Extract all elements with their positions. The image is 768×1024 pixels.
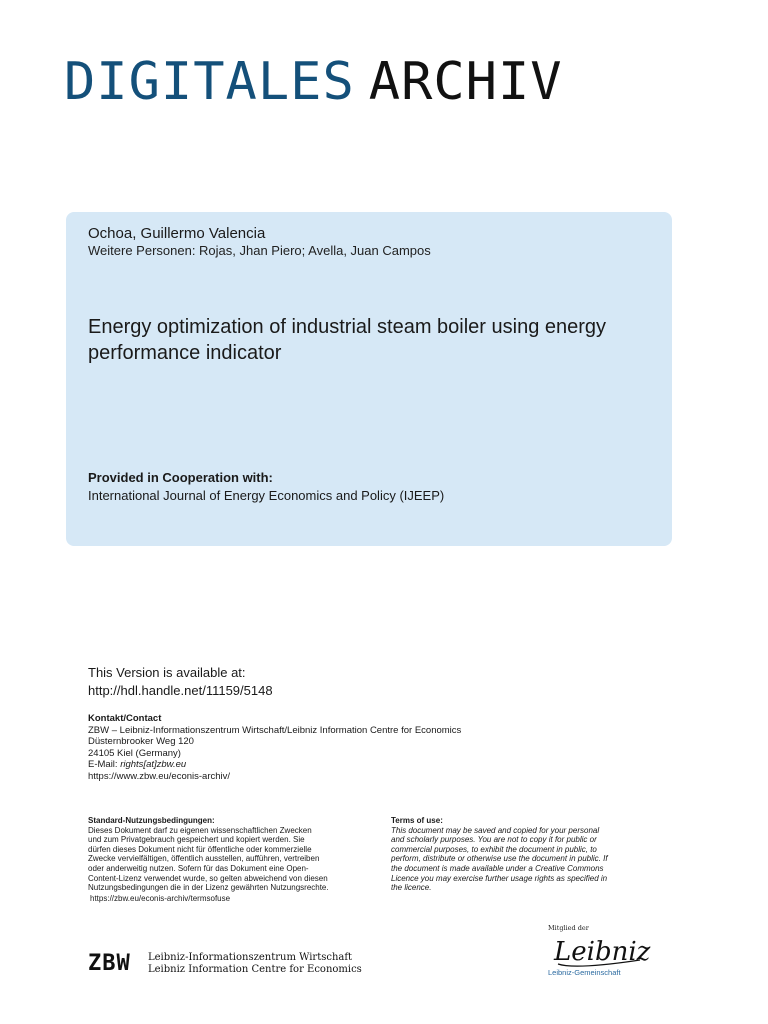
logo-word-archiv: ARCHIV bbox=[368, 52, 563, 112]
zbw-name-de: Leibniz-Informationszentrum Wirtschaft bbox=[148, 952, 353, 963]
email-label: E-Mail: bbox=[88, 759, 121, 771]
other-persons: Weitere Personen: Rojas, Jhan Piero; Avella, Juan Campos bbox=[88, 243, 431, 258]
terms-de-line: Zwecke vervielfältigen, öffentlich ausstellen, aufführen, vertreiben bbox=[88, 854, 320, 864]
leibniz-signature: Leibniz bbox=[554, 937, 651, 967]
terms-de-line: Dieses Dokument darf zu eigenen wissenschaftlichen Zwecken bbox=[88, 825, 312, 835]
terms-en-line: the document is made available under a Creative Commons bbox=[391, 863, 604, 873]
contact-city: 24105 Kiel (Germany) bbox=[88, 747, 181, 759]
digitales-archiv-logo bbox=[64, 52, 563, 112]
document-title: Energy optimization of industrial steam boiler using energy performance indicator bbox=[88, 316, 607, 364]
cooperation-body: International Journal of Energy Economics and Policy (IJEEP) bbox=[88, 488, 445, 503]
zbw-name bbox=[148, 952, 362, 976]
terms-de-line: Content-Lizenz verwendet wurde, so gelten abweichend von diesen bbox=[88, 873, 328, 883]
contact-block bbox=[88, 713, 461, 783]
email-address[interactable]: rights[at]zbw.eu bbox=[120, 759, 187, 771]
terms-en-line: Licence you may exercise further usage rights as specified in bbox=[391, 873, 608, 883]
leibniz-signature-icon bbox=[540, 930, 652, 970]
version-link[interactable]: http://hdl.handle.net/11159/5148 bbox=[88, 683, 273, 698]
contact-web[interactable]: https://www.zbw.eu/econis-archiv/ bbox=[88, 770, 231, 782]
leibniz-gemeinschaft-label: Leibniz-Gemeinschaft bbox=[548, 968, 621, 977]
terms-en-line: This document may be saved and copied for your personal bbox=[391, 825, 600, 835]
terms-en-line: the licence. bbox=[391, 883, 432, 893]
zbw-logo: ZBW bbox=[88, 951, 131, 976]
terms-de-heading: Standard-Nutzungsbedingungen: bbox=[88, 816, 215, 825]
contact-street: Düsternbrooker Weg 120 bbox=[88, 736, 194, 748]
leibniz-logo bbox=[540, 922, 652, 994]
terms-en-line: commercial purposes, to exhibit the document in public, to bbox=[391, 844, 597, 854]
cooperation-heading: Provided in Cooperation with: bbox=[88, 470, 273, 485]
version-block bbox=[88, 664, 273, 700]
terms-en bbox=[391, 816, 651, 893]
terms-de-line: Nutzungsbedingungen die in der Lizenz gewährten Nutzungsrechte. bbox=[88, 883, 329, 893]
terms-de-line: oder anderweitig nutzen. Sofern für das Dokument eine Open- bbox=[88, 863, 309, 873]
contact-heading: Kontakt/Contact bbox=[88, 713, 162, 724]
logo-word-digitales: DIGITALES bbox=[64, 52, 355, 112]
author: Ochoa, Guillermo Valencia bbox=[88, 225, 266, 242]
terms-en-heading: Terms of use: bbox=[391, 816, 443, 825]
leibniz-member-label: Mitglied der bbox=[548, 924, 589, 932]
zbw-name-en: Leibniz Information Centre for Economics bbox=[148, 964, 362, 975]
terms-en-line: and scholarly purposes. You are not to copy it for public or bbox=[391, 835, 597, 845]
contact-email-line bbox=[88, 759, 461, 771]
record-card bbox=[66, 212, 672, 546]
terms-en-line: perform, distribute or otherwise use the document in public. If bbox=[391, 854, 608, 864]
terms-url[interactable]: https://zbw.eu/econis-archiv/termsofuse bbox=[90, 893, 231, 903]
version-label: This Version is available at: bbox=[88, 665, 246, 680]
contact-org: ZBW – Leibniz-Informationszentrum Wirtschaft/Leibniz Information Centre for Economics bbox=[88, 724, 462, 736]
terms-de-line: und zum Privatgebrauch gespeichert und kopiert werden. Sie bbox=[88, 835, 305, 845]
terms-de bbox=[88, 816, 368, 903]
terms-de-line: dürfen dieses Dokument nicht für öffentliche oder kommerzielle bbox=[88, 844, 312, 854]
